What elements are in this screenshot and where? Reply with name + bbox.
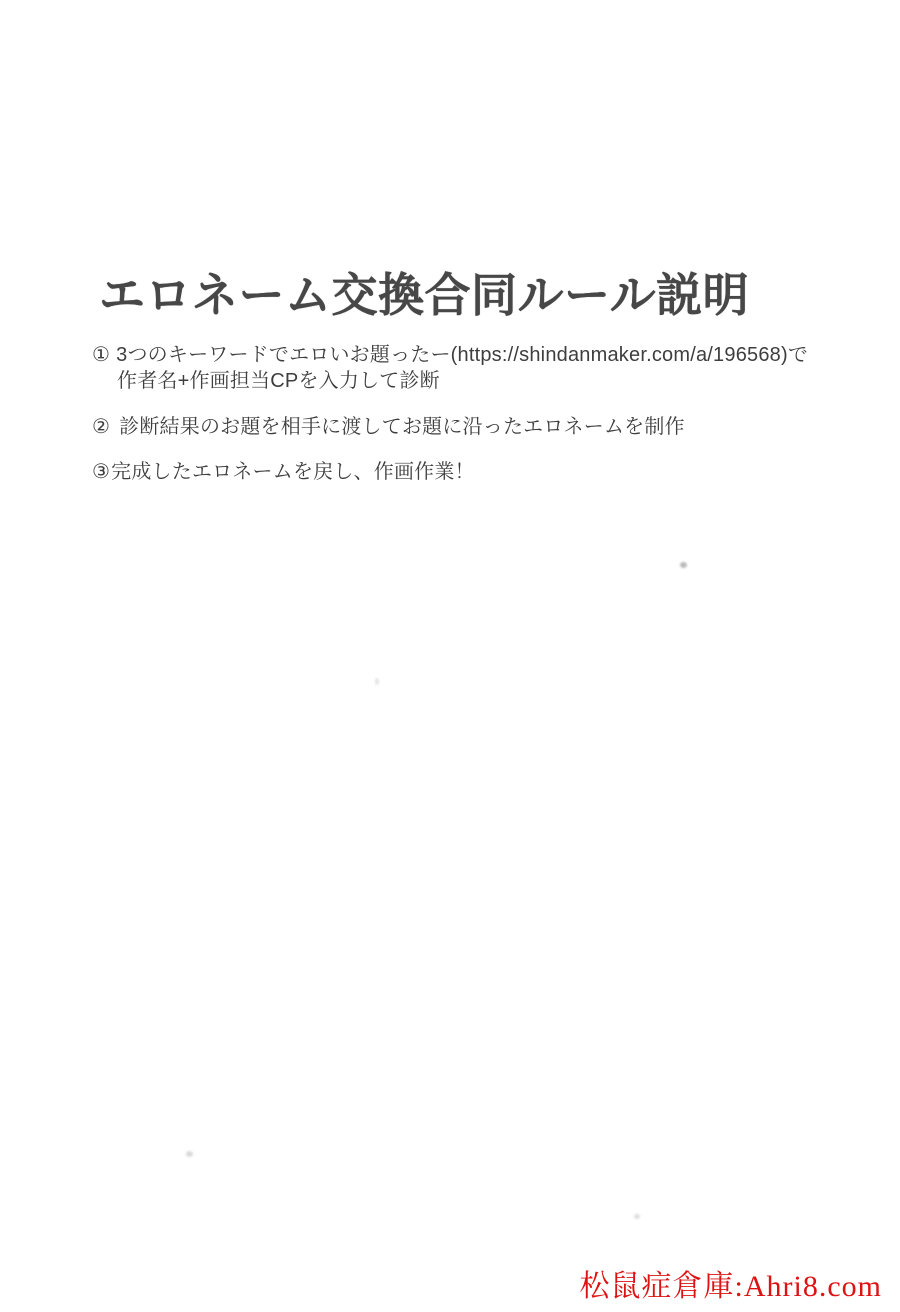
rule-2-number-marker: ② [92,416,111,438]
rule-item-1-line-1 [92,338,808,367]
rule-item-1-line-2 [117,364,440,393]
rule-3-number-marker: ③ [92,461,111,483]
scan-speck [186,1151,193,1157]
rule-1-text-line-2: 作者名+作画担当CPを入力して診断 [117,370,440,392]
rule-2-text: 診断結果のお題を相手に渡してお題に沿ったエロネームを制作 [119,416,685,438]
rule-item-2 [92,410,685,439]
rule-1-text-line-1: 3つのキーワードでエロいお題ったー(https://shindanmaker.com/a/196568)で [116,344,809,366]
scan-speck [680,562,687,568]
scan-speck [375,678,379,685]
scan-speck [634,1214,640,1219]
rule-3-text: 完成したエロネームを戻し、作画作業！ [111,461,475,483]
rule-item-3 [92,455,475,484]
rule-1-number-marker: ① [92,344,111,366]
page-title: エロネーム交換合同ルール説明 [99,268,750,321]
site-watermark: 松鼠症倉庫:Ahri8.com [579,1270,882,1303]
